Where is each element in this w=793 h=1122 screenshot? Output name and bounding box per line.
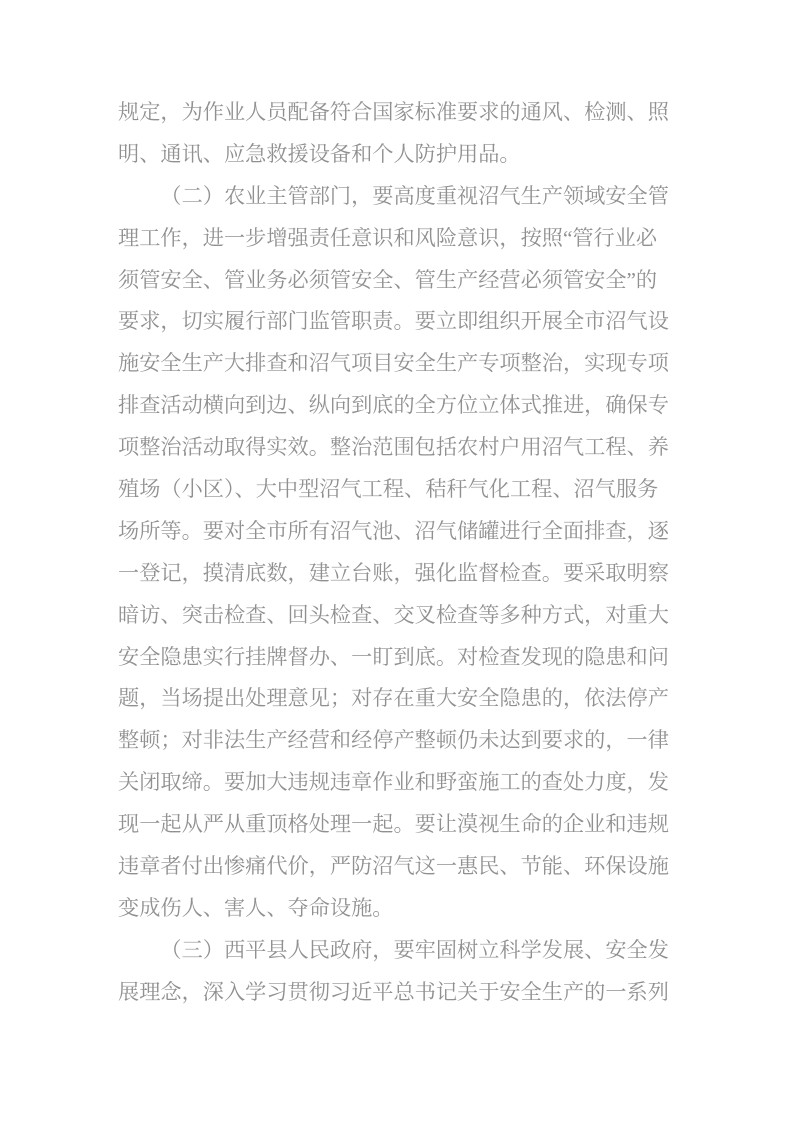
text-line: 施安全生产大排查和沼气项目安全生产专项整治，实现专项 <box>118 351 669 376</box>
text-line: 规定，为作业人员配备符合国家标准要求的通风、检测、照 <box>118 100 669 124</box>
text-line: 暗访、突击检查、回头检查、交叉检查等多种方式，对重大 <box>118 602 669 627</box>
text-line-paragraph-start: （二）农业主管部门，要高度重视沼气生产领域安全管 <box>160 183 669 208</box>
text-line: 展理念，深入学习贯彻习近平总书记关于安全生产的一系列 <box>118 979 669 1004</box>
text-line: 项整治活动取得实效。整治范围包括农村户用沼气工程、养 <box>118 435 669 460</box>
text-line: 排查活动横向到边、纵向到底的全方位立体式推进，确保专 <box>118 393 669 418</box>
text-line: 关闭取缔。要加大违规违章作业和野蛮施工的查处力度，发 <box>118 770 669 795</box>
text-line: 须管安全、管业务必须管安全、管生产经营必须管安全”的 <box>118 267 658 292</box>
document-text-block <box>118 92 674 1014</box>
text-line-paragraph-start: （三）西平县人民政府，要牢固树立科学发展、安全发 <box>160 937 669 962</box>
text-line: 殖场（小区）、大中型沼气工程、秸秆气化工程、沼气服务 <box>118 477 659 502</box>
text-line: 安全隐患实行挂牌督办、一盯到底。对检查发现的隐患和问 <box>118 644 669 669</box>
text-line: 变成伤人、害人、夺命设施。 <box>118 895 394 920</box>
text-line: 明、通讯、应急救援设备和个人防护用品。 <box>118 141 521 166</box>
text-line: 要求，切实履行部门监管职责。要立即组织开展全市沼气设 <box>118 309 669 334</box>
text-line: 一登记，摸清底数，建立台账，强化监督检查。要采取明察 <box>118 560 669 585</box>
text-line: 题，当场提出处理意见；对存在重大安全隐患的，依法停产 <box>118 686 669 711</box>
text-line: 整顿；对非法生产经营和经停产整顿仍未达到要求的，一律 <box>118 728 669 753</box>
text-line: 理工作，进一步增强责任意识和风险意识，按照“管行业必 <box>118 225 658 250</box>
text-line: 场所等。要对全市所有沼气池、沼气储罐进行全面排查，逐 <box>118 518 669 543</box>
text-line: 违章者付出惨痛代价，严防沼气这一惠民、节能、环保设施 <box>118 854 669 879</box>
text-line: 现一起从严从重顶格处理一起。要让漠视生命的企业和违规 <box>118 812 669 837</box>
